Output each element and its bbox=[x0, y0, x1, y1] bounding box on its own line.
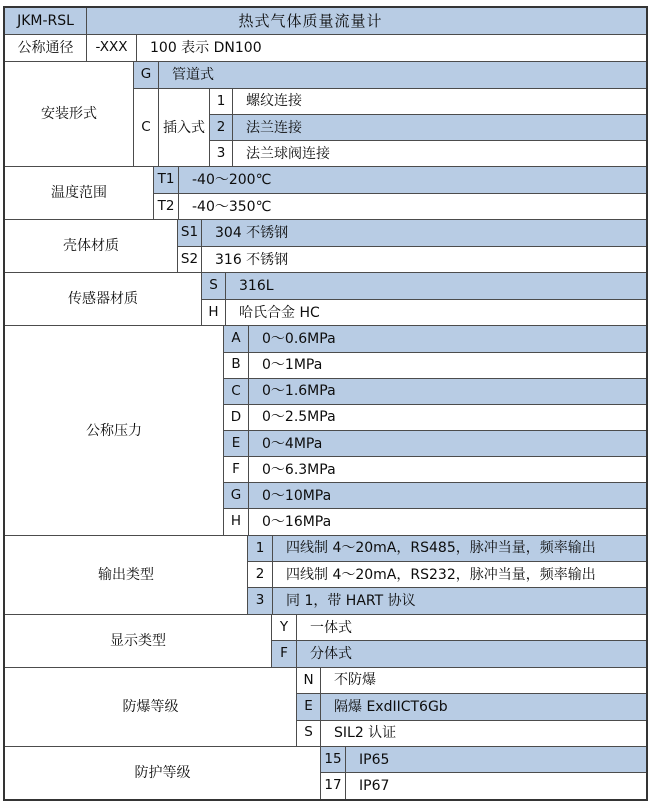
insert-type-group bbox=[134, 89, 646, 166]
option-row bbox=[248, 588, 646, 613]
option-desc-cell: -40～350℃ bbox=[192, 198, 272, 215]
option-code-cell: 2 bbox=[248, 562, 273, 587]
option-code-cell: E bbox=[297, 694, 321, 719]
option-code-cell: N bbox=[297, 668, 321, 693]
section-label-cell: 公称压力 bbox=[5, 326, 224, 534]
product-title: 热式气体质量流量计 bbox=[87, 8, 646, 34]
section-label-cell: 传感器材质 bbox=[5, 273, 202, 325]
option-desc-cell: 0～10MPa bbox=[249, 483, 646, 508]
option-row bbox=[224, 405, 646, 431]
option-desc-cell: 分体式 bbox=[297, 641, 646, 667]
option-desc-cell: IP65 bbox=[346, 747, 646, 773]
option-code-cell: 15 bbox=[321, 747, 346, 773]
option-desc-cell: 0～2.5MPa bbox=[262, 409, 336, 426]
option-code-cell: F bbox=[272, 641, 297, 667]
option-desc-cell: IP67 bbox=[359, 778, 390, 795]
model-selection-table bbox=[3, 6, 648, 801]
section-shell-material bbox=[5, 220, 646, 273]
option-code-cell: 1 bbox=[248, 536, 273, 561]
insert-type-name-cell: 插入式 bbox=[159, 89, 210, 166]
option-row bbox=[178, 247, 646, 273]
option-row bbox=[134, 62, 646, 89]
option-desc-cell: 0～6.3MPa bbox=[262, 461, 336, 478]
option-row bbox=[154, 167, 646, 194]
section-label-cell: 壳体材质 bbox=[5, 220, 178, 272]
option-desc-cell: -40～200℃ bbox=[179, 167, 646, 193]
option-row bbox=[248, 536, 646, 562]
option-code-cell: 2 bbox=[210, 115, 233, 140]
option-row bbox=[321, 747, 646, 774]
option-code-cell: 3 bbox=[210, 141, 233, 166]
option-row bbox=[297, 694, 646, 720]
option-code-cell: S bbox=[297, 721, 321, 746]
option-desc-cell: 100 表示 DN100 bbox=[150, 40, 262, 57]
option-row bbox=[248, 562, 646, 588]
section-label-cell: 防护等级 bbox=[5, 747, 321, 799]
option-desc-cell: 四线制 4～20mA，RS232，脉冲当量，频率输出 bbox=[286, 566, 596, 583]
option-desc-cell: 316 不锈钢 bbox=[215, 251, 289, 268]
option-code-cell: G bbox=[134, 62, 159, 88]
option-row bbox=[272, 641, 646, 667]
section-explosion-proof-grade bbox=[5, 668, 646, 747]
option-row bbox=[224, 483, 646, 509]
option-row bbox=[297, 668, 646, 694]
option-row bbox=[202, 300, 646, 326]
option-desc-cell: 四线制 4～20mA，RS485，脉冲当量，频率输出 bbox=[273, 536, 646, 561]
option-code-cell: 1 bbox=[210, 89, 233, 114]
option-desc-cell: 螺纹连接 bbox=[246, 93, 302, 110]
section-install-type bbox=[5, 62, 646, 167]
model-code: JKM-RSL bbox=[5, 8, 87, 34]
option-row bbox=[202, 273, 646, 300]
section-label-cell: 温度范围 bbox=[5, 167, 154, 219]
option-code-cell: H bbox=[202, 300, 226, 326]
section-sensor-material bbox=[5, 273, 646, 326]
section-temperature-range bbox=[5, 167, 646, 220]
option-desc-cell: SIL2 认证 bbox=[334, 725, 397, 742]
option-row bbox=[210, 89, 646, 115]
section-label-cell: 输出类型 bbox=[5, 536, 248, 614]
option-desc-cell: 316L bbox=[226, 273, 646, 299]
option-row bbox=[210, 141, 646, 166]
option-code-cell: G bbox=[224, 483, 249, 508]
option-code-cell: S bbox=[202, 273, 226, 299]
option-desc-cell: 一体式 bbox=[310, 619, 352, 636]
option-code-cell: F bbox=[224, 457, 249, 482]
option-code-cell: -XXX bbox=[87, 35, 137, 61]
option-row bbox=[224, 326, 646, 352]
option-desc-cell: 0～4MPa bbox=[249, 431, 646, 456]
option-code-cell: H bbox=[224, 509, 249, 534]
option-row bbox=[224, 379, 646, 405]
option-row bbox=[321, 773, 646, 799]
option-desc-cell: 同 1，带 HART 协议 bbox=[273, 588, 646, 613]
option-desc-cell: 0～16MPa bbox=[262, 514, 332, 531]
option-code-cell: 17 bbox=[321, 773, 346, 799]
option-desc-cell: 0～1.6MPa bbox=[249, 379, 646, 404]
option-desc-cell: 法兰球阀连接 bbox=[246, 145, 330, 162]
section-label-cell: 安装形式 bbox=[5, 62, 134, 166]
option-code-cell: D bbox=[224, 405, 249, 430]
option-row bbox=[178, 220, 646, 247]
option-desc-cell: 法兰连接 bbox=[233, 115, 646, 140]
option-row bbox=[154, 194, 646, 220]
option-row bbox=[224, 353, 646, 379]
option-desc-cell: 隔爆 ExdIICT6Gb bbox=[321, 694, 646, 719]
option-code-cell: C bbox=[224, 379, 249, 404]
section-display-type bbox=[5, 615, 646, 668]
section-label-cell: 防爆等级 bbox=[5, 668, 297, 746]
section-label-cell: 显示类型 bbox=[5, 615, 272, 667]
option-row bbox=[297, 721, 646, 746]
option-row bbox=[210, 115, 646, 141]
option-row bbox=[224, 431, 646, 457]
option-desc-cell: 0～0.6MPa bbox=[249, 326, 646, 351]
header-row bbox=[5, 8, 646, 35]
option-code-cell: Y bbox=[272, 615, 297, 641]
section-output-type bbox=[5, 536, 646, 615]
section-label-cell: 公称通径 bbox=[5, 35, 87, 61]
option-code-cell: A bbox=[224, 326, 249, 351]
option-code-cell: B bbox=[224, 353, 249, 378]
option-row bbox=[272, 615, 646, 642]
option-desc-cell: 不防爆 bbox=[334, 672, 376, 689]
option-code-cell: S1 bbox=[178, 220, 202, 246]
option-code-cell: C bbox=[134, 89, 159, 166]
option-row bbox=[224, 509, 646, 534]
section-nominal-diameter bbox=[5, 35, 646, 62]
section-protection-grade bbox=[5, 747, 646, 799]
option-row bbox=[224, 457, 646, 483]
option-desc-cell: 304 不锈钢 bbox=[202, 220, 646, 246]
option-code-cell: 3 bbox=[248, 588, 273, 613]
option-code-cell: S2 bbox=[178, 247, 202, 273]
option-desc-cell: 管道式 bbox=[159, 62, 646, 88]
section-nominal-pressure bbox=[5, 326, 646, 535]
option-code-cell: T2 bbox=[154, 194, 179, 220]
option-code-cell: T1 bbox=[154, 167, 179, 193]
option-desc-cell: 0～1MPa bbox=[262, 357, 323, 374]
option-desc-cell: 哈氏合金 HC bbox=[239, 304, 320, 321]
option-code-cell: E bbox=[224, 431, 249, 456]
